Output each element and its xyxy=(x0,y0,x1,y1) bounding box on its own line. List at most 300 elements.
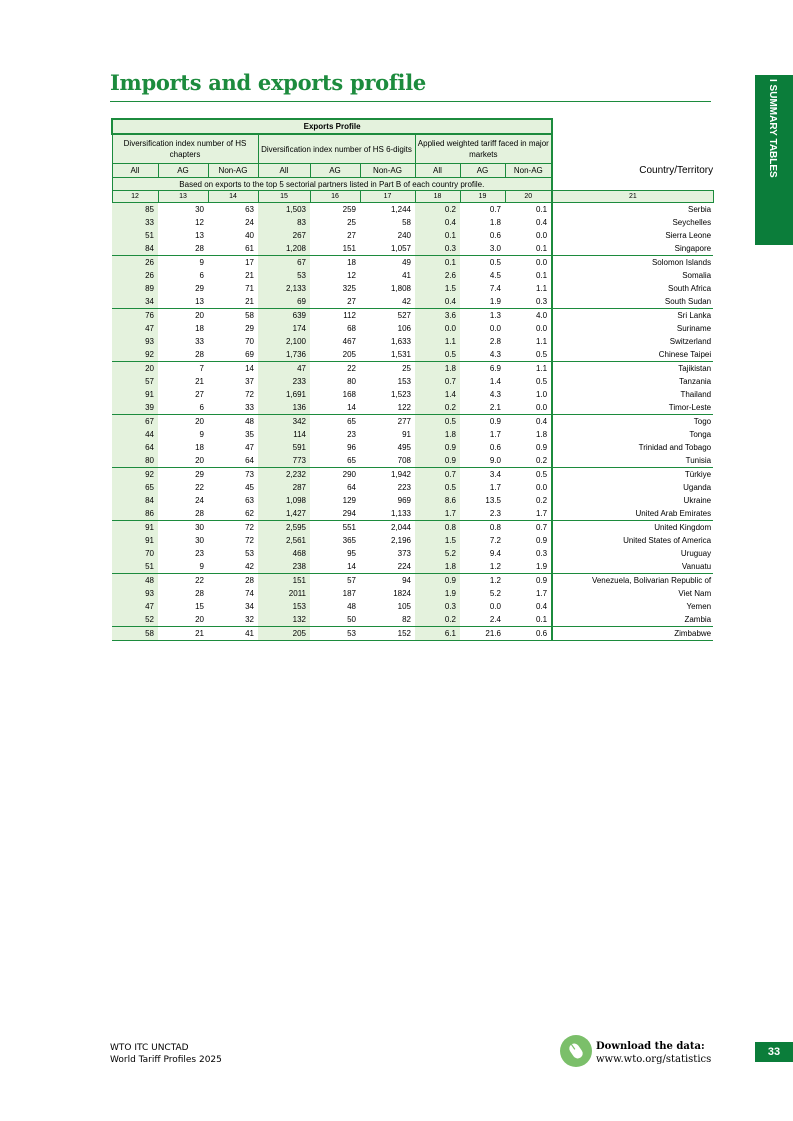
value-cell: 2.6 xyxy=(415,269,460,282)
table-row xyxy=(112,481,713,494)
value-cell: 132 xyxy=(258,613,310,627)
value-cell: 114 xyxy=(258,428,310,441)
value-cell: 42 xyxy=(360,295,415,309)
value-cell: 73 xyxy=(245,470,254,479)
value-cell: 52 xyxy=(112,613,158,627)
value-cell: 8.6 xyxy=(415,494,460,507)
value-cell: 91 xyxy=(112,388,158,401)
download-block[interactable] xyxy=(596,1040,711,1066)
value-cell: 1.2 xyxy=(460,560,505,574)
value-cell: 1.9 xyxy=(415,587,460,600)
value-cell: 47 xyxy=(245,443,254,452)
group-header-hs-6digits: Diversification index number of HS 6-digits xyxy=(258,134,415,164)
value-cell: 28 xyxy=(158,348,208,362)
value-cell: 205 xyxy=(310,348,360,362)
value-cell: 495 xyxy=(397,443,411,452)
value-cell: 153 xyxy=(258,600,310,613)
table-row xyxy=(112,428,713,441)
value-cell: 40 xyxy=(245,231,254,240)
value-cell: 58 xyxy=(245,311,254,320)
sub-header-ag: AG xyxy=(158,164,208,178)
value-cell: 1.4 xyxy=(415,388,460,401)
value-cell: 151 xyxy=(310,242,360,256)
value-cell: 4.3 xyxy=(460,348,505,362)
value-cell: 0.9 xyxy=(536,536,548,545)
value-cell: 0.2 xyxy=(415,613,460,627)
country-cell: Sierra Leone xyxy=(552,229,713,242)
value-cell: 639 xyxy=(258,309,310,323)
value-cell: 0.1 xyxy=(505,242,552,256)
table-row xyxy=(112,388,713,401)
value-cell: 2,595 xyxy=(258,521,310,535)
value-cell: 96 xyxy=(347,443,356,452)
value-cell: 1.7 xyxy=(489,430,501,439)
value-cell: 65 xyxy=(112,481,158,494)
value-cell: 18 xyxy=(347,258,356,267)
country-cell: Tajikistan xyxy=(552,362,713,376)
value-cell: 93 xyxy=(112,587,158,600)
mouse-icon[interactable] xyxy=(560,1035,592,1067)
table-row xyxy=(112,309,713,323)
value-cell: 174 xyxy=(258,322,310,335)
value-cell: 129 xyxy=(342,496,356,505)
value-cell: 29 xyxy=(245,324,254,333)
footer-publication: World Tariff Profiles 2025 xyxy=(110,1055,222,1065)
value-cell: 28 xyxy=(158,242,208,256)
column-number: 21 xyxy=(552,191,713,203)
country-cell: Tunisia xyxy=(552,454,713,468)
table-row xyxy=(112,574,713,588)
value-cell: 1.9 xyxy=(505,560,552,574)
value-cell: 1.3 xyxy=(489,311,501,320)
table-row xyxy=(112,362,713,376)
value-cell: 41 xyxy=(402,271,411,280)
value-cell: 294 xyxy=(310,507,360,521)
value-cell: 151 xyxy=(258,574,310,588)
sub-header-non-ag: Non-AG xyxy=(208,164,258,178)
value-cell: 34 xyxy=(245,602,254,611)
value-cell: 20 xyxy=(158,613,208,627)
value-cell: 35 xyxy=(245,430,254,439)
value-cell: 0.1 xyxy=(536,205,548,214)
value-cell: 23 xyxy=(347,430,356,439)
country-header: Country/Territory xyxy=(552,134,713,178)
value-cell: 1,942 xyxy=(390,470,411,479)
value-cell: 1.8 xyxy=(415,428,460,441)
value-cell: 1,633 xyxy=(390,337,411,346)
column-number: 19 xyxy=(460,191,505,203)
value-cell: 0.3 xyxy=(415,600,460,613)
value-cell: 136 xyxy=(258,401,310,415)
country-cell: Tonga xyxy=(552,428,713,441)
value-cell: 0.0 xyxy=(536,258,548,267)
value-cell: 21.6 xyxy=(460,627,505,641)
value-cell: 2,561 xyxy=(258,534,310,547)
value-cell: 2.4 xyxy=(460,613,505,627)
value-cell: 9 xyxy=(199,258,204,267)
value-cell: 27 xyxy=(347,231,356,240)
table-row xyxy=(112,203,713,217)
sub-header-non-ag: Non-AG xyxy=(505,164,552,178)
value-cell: 15 xyxy=(195,602,204,611)
value-cell: 71 xyxy=(245,284,254,293)
value-cell: 91 xyxy=(112,521,158,535)
value-cell: 21 xyxy=(208,295,258,309)
value-cell: 153 xyxy=(397,377,411,386)
table-row xyxy=(112,468,713,482)
value-cell: 69 xyxy=(208,348,258,362)
value-cell: 68 xyxy=(347,324,356,333)
value-cell: 0.1 xyxy=(536,271,548,280)
value-cell: 20 xyxy=(195,311,204,320)
value-cell: 7.4 xyxy=(489,284,501,293)
value-cell: 0.6 xyxy=(505,627,552,641)
column-number: 16 xyxy=(310,191,360,203)
value-cell: 290 xyxy=(342,470,356,479)
group-header-hs-chapters: Diversification index number of HS chapters xyxy=(112,134,258,164)
value-cell: 6.9 xyxy=(489,364,501,373)
value-cell: 1,208 xyxy=(258,242,310,256)
value-cell: 86 xyxy=(112,507,158,521)
value-cell: 105 xyxy=(397,602,411,611)
value-cell: 80 xyxy=(112,454,158,468)
value-cell: 25 xyxy=(402,364,411,373)
value-cell: 1,133 xyxy=(360,507,415,521)
value-cell: 76 xyxy=(112,309,158,323)
value-cell: 2,196 xyxy=(390,536,411,545)
value-cell: 72 xyxy=(245,536,254,545)
value-cell: 0.2 xyxy=(415,203,460,217)
table-row xyxy=(112,295,713,309)
value-cell: 0.7 xyxy=(536,523,548,532)
value-cell: 39 xyxy=(112,401,158,415)
value-cell: 0.0 xyxy=(489,602,501,611)
value-cell: 0.7 xyxy=(415,375,460,388)
value-cell: 28 xyxy=(245,576,254,585)
value-cell: 1.7 xyxy=(536,589,548,598)
value-cell: 1.1 xyxy=(415,335,460,348)
value-cell: 0.4 xyxy=(415,295,460,309)
value-cell: 44 xyxy=(112,428,158,441)
value-cell: 4.3 xyxy=(489,390,501,399)
country-cell: Thailand xyxy=(552,388,713,401)
value-cell: 29 xyxy=(195,284,204,293)
value-cell: 9 xyxy=(199,430,204,439)
download-label: Download the data: xyxy=(596,1041,705,1052)
value-cell: 267 xyxy=(258,229,310,242)
value-cell: 187 xyxy=(342,589,356,598)
sub-header-all: All xyxy=(415,164,460,178)
value-cell: 49 xyxy=(402,258,411,267)
value-cell: 28 xyxy=(158,507,208,521)
value-cell: 1,808 xyxy=(390,284,411,293)
value-cell: 84 xyxy=(112,242,158,256)
table-row xyxy=(112,600,713,613)
value-cell: 1.4 xyxy=(489,377,501,386)
table-row xyxy=(112,229,713,242)
value-cell: 0.3 xyxy=(505,295,552,309)
value-cell: 50 xyxy=(310,613,360,627)
value-cell: 80 xyxy=(347,377,356,386)
value-cell: 2.3 xyxy=(460,507,505,521)
value-cell: 0.1 xyxy=(415,229,460,242)
value-cell: 0.4 xyxy=(415,216,460,229)
value-cell: 2,133 xyxy=(258,282,310,295)
table-row xyxy=(112,587,713,600)
footer-org: WTO ITC UNCTAD xyxy=(110,1043,189,1053)
country-cell: Yemen xyxy=(552,600,713,613)
value-cell: 13 xyxy=(158,295,208,309)
column-number: 20 xyxy=(505,191,552,203)
value-cell: 24 xyxy=(195,496,204,505)
page-title: Imports and exports profile xyxy=(110,70,426,95)
value-cell: 64 xyxy=(208,454,258,468)
value-cell: 773 xyxy=(258,454,310,468)
value-cell: 5.2 xyxy=(415,547,460,560)
exports-profile-table xyxy=(111,118,712,641)
value-cell: 25 xyxy=(347,218,356,227)
sub-header-all: All xyxy=(112,164,158,178)
country-cell: Timor-Leste xyxy=(552,401,713,415)
country-cell: Trinidad and Tobago xyxy=(552,441,713,454)
value-cell: 0.0 xyxy=(536,231,548,240)
value-cell: 21 xyxy=(158,627,208,641)
value-cell: 47 xyxy=(112,600,158,613)
value-cell: 82 xyxy=(360,613,415,627)
group-header-applied-tariff: Applied weighted tariff faced in major markets xyxy=(415,134,552,164)
value-cell: 2.1 xyxy=(460,401,505,415)
value-cell: 20 xyxy=(195,417,204,426)
value-cell: 1,523 xyxy=(390,390,411,399)
value-cell: 33 xyxy=(195,337,204,346)
value-cell: 30 xyxy=(195,536,204,545)
value-cell: 342 xyxy=(258,415,310,429)
column-number: 15 xyxy=(258,191,310,203)
value-cell: 551 xyxy=(342,523,356,532)
value-cell: 969 xyxy=(397,496,411,505)
value-cell: 91 xyxy=(112,534,158,547)
value-cell: 67 xyxy=(112,415,158,429)
value-cell: 467 xyxy=(342,337,356,346)
column-number: 13 xyxy=(158,191,208,203)
sub-header-ag: AG xyxy=(460,164,505,178)
table-row xyxy=(112,348,713,362)
value-cell: 53 xyxy=(310,627,360,641)
value-cell: 48 xyxy=(245,417,254,426)
value-cell: 1824 xyxy=(393,589,411,598)
value-cell: 3.6 xyxy=(415,309,460,323)
value-cell: 0.0 xyxy=(505,401,552,415)
value-cell: 1.2 xyxy=(489,576,501,585)
value-cell: 14 xyxy=(310,560,360,574)
table-row xyxy=(112,613,713,627)
country-cell: Somalia xyxy=(552,269,713,282)
country-cell: United Arab Emirates xyxy=(552,507,713,521)
value-cell: 0.7 xyxy=(415,468,460,482)
value-cell: 13.5 xyxy=(485,496,501,505)
value-cell: 24 xyxy=(245,218,254,227)
value-cell: 72 xyxy=(245,390,254,399)
value-cell: 37 xyxy=(245,377,254,386)
value-cell: 14 xyxy=(310,401,360,415)
value-cell: 1.1 xyxy=(536,337,548,346)
value-cell: 12 xyxy=(347,271,356,280)
value-cell: 27 xyxy=(310,295,360,309)
table-row xyxy=(112,322,713,335)
value-cell: 67 xyxy=(258,256,310,270)
value-cell: 223 xyxy=(397,483,411,492)
value-cell: 365 xyxy=(342,536,356,545)
value-cell: 61 xyxy=(208,242,258,256)
value-cell: 591 xyxy=(258,441,310,454)
table-row xyxy=(112,335,713,348)
table-row xyxy=(112,441,713,454)
value-cell: 0.3 xyxy=(415,242,460,256)
value-cell: 27 xyxy=(195,390,204,399)
value-cell: 58 xyxy=(402,218,411,227)
value-cell: 13 xyxy=(195,231,204,240)
value-cell: 240 xyxy=(397,231,411,240)
value-cell: 168 xyxy=(342,390,356,399)
value-cell: 1.9 xyxy=(460,295,505,309)
country-cell: South Sudan xyxy=(552,295,713,309)
country-cell: United States of America xyxy=(552,534,713,547)
country-cell: Zambia xyxy=(552,613,713,627)
section-tab[interactable] xyxy=(755,75,793,245)
value-cell: 0.9 xyxy=(415,574,460,588)
value-cell: 9.0 xyxy=(460,454,505,468)
value-cell: 20 xyxy=(158,454,208,468)
value-cell: 0.5 xyxy=(489,258,501,267)
value-cell: 0.2 xyxy=(536,496,548,505)
value-cell: 1.1 xyxy=(536,284,548,293)
value-cell: 224 xyxy=(360,560,415,574)
value-cell: 277 xyxy=(397,417,411,426)
value-cell: 21 xyxy=(245,271,254,280)
value-cell: 1.1 xyxy=(536,364,548,373)
value-cell: 0.8 xyxy=(415,521,460,535)
value-cell: 0.5 xyxy=(536,377,548,386)
value-cell: 287 xyxy=(258,481,310,494)
value-cell: 205 xyxy=(258,627,310,641)
value-cell: 5.2 xyxy=(489,589,501,598)
table-row xyxy=(112,415,713,429)
value-cell: 7 xyxy=(199,364,204,373)
value-cell: 62 xyxy=(208,507,258,521)
table-row xyxy=(112,401,713,415)
value-cell: 92 xyxy=(112,348,158,362)
value-cell: 6 xyxy=(158,401,208,415)
value-cell: 0.9 xyxy=(536,443,548,452)
value-cell: 51 xyxy=(112,560,158,574)
value-cell: 42 xyxy=(208,560,258,574)
value-cell: 1.8 xyxy=(489,218,501,227)
value-cell: 0.9 xyxy=(536,576,548,585)
value-cell: 33 xyxy=(112,216,158,229)
value-cell: 1.8 xyxy=(415,560,460,574)
value-cell: 152 xyxy=(360,627,415,641)
value-cell: 34 xyxy=(112,295,158,309)
country-cell: Togo xyxy=(552,415,713,429)
value-cell: 32 xyxy=(208,613,258,627)
title-rule xyxy=(110,101,711,102)
country-cell: Zimbabwe xyxy=(552,627,713,641)
value-cell: 106 xyxy=(397,324,411,333)
value-cell: 47 xyxy=(258,362,310,376)
value-cell: 69 xyxy=(258,295,310,309)
table-row xyxy=(112,547,713,560)
page-number: 33 xyxy=(755,1042,793,1062)
value-cell: 0.4 xyxy=(536,602,548,611)
column-number: 12 xyxy=(112,191,158,203)
value-cell: 57 xyxy=(112,375,158,388)
value-cell: 0.7 xyxy=(489,205,501,214)
value-cell: 41 xyxy=(208,627,258,641)
value-cell: 1,503 xyxy=(258,203,310,217)
sub-header-ag: AG xyxy=(310,164,360,178)
country-cell: Türkiye xyxy=(552,468,713,482)
download-link[interactable]: www.wto.org/statistics xyxy=(596,1054,712,1065)
value-cell: 0.0 xyxy=(536,483,548,492)
value-cell: 9 xyxy=(158,560,208,574)
table-row xyxy=(112,216,713,229)
value-cell: 93 xyxy=(112,335,158,348)
value-cell: 33 xyxy=(208,401,258,415)
exports-profile-header: Exports Profile xyxy=(112,119,552,134)
value-cell: 20 xyxy=(112,362,158,376)
value-cell: 26 xyxy=(112,256,158,270)
value-cell: 2,100 xyxy=(258,335,310,348)
value-cell: 17 xyxy=(245,258,254,267)
country-cell: Seychelles xyxy=(552,216,713,229)
value-cell: 259 xyxy=(342,205,356,214)
table-row xyxy=(112,534,713,547)
value-cell: 28 xyxy=(195,589,204,598)
value-cell: 12 xyxy=(195,218,204,227)
value-cell: 6 xyxy=(199,271,204,280)
country-cell: Singapore xyxy=(552,242,713,256)
value-cell: 1,057 xyxy=(360,242,415,256)
value-cell: 0.2 xyxy=(415,401,460,415)
value-cell: 91 xyxy=(402,430,411,439)
country-cell: Ukraine xyxy=(552,494,713,507)
value-cell: 64 xyxy=(347,483,356,492)
value-cell: 1,736 xyxy=(258,348,310,362)
value-cell: 1.7 xyxy=(505,507,552,521)
value-cell: 0.5 xyxy=(415,348,460,362)
table-row xyxy=(112,521,713,535)
value-cell: 4.0 xyxy=(536,311,548,320)
country-cell: Venezuela, Bolivarian Republic of xyxy=(552,574,713,588)
value-cell: 468 xyxy=(258,547,310,560)
value-cell: 122 xyxy=(360,401,415,415)
value-cell: 0.8 xyxy=(489,523,501,532)
column-number: 14 xyxy=(208,191,258,203)
value-cell: 527 xyxy=(397,311,411,320)
based-on-note: Based on exports to the top 5 sectorial partners listed in Part B of each country profile. xyxy=(112,178,552,191)
value-cell: 14 xyxy=(245,364,254,373)
value-cell: 0.9 xyxy=(415,454,460,468)
value-cell: 0.0 xyxy=(536,324,548,333)
value-cell: 2,232 xyxy=(258,468,310,482)
value-cell: 64 xyxy=(112,441,158,454)
value-cell: 0.0 xyxy=(415,322,460,335)
value-cell: 23 xyxy=(195,549,204,558)
country-cell: Uganda xyxy=(552,481,713,494)
value-cell: 74 xyxy=(245,589,254,598)
value-cell: 0.1 xyxy=(415,256,460,270)
value-cell: 1,427 xyxy=(258,507,310,521)
